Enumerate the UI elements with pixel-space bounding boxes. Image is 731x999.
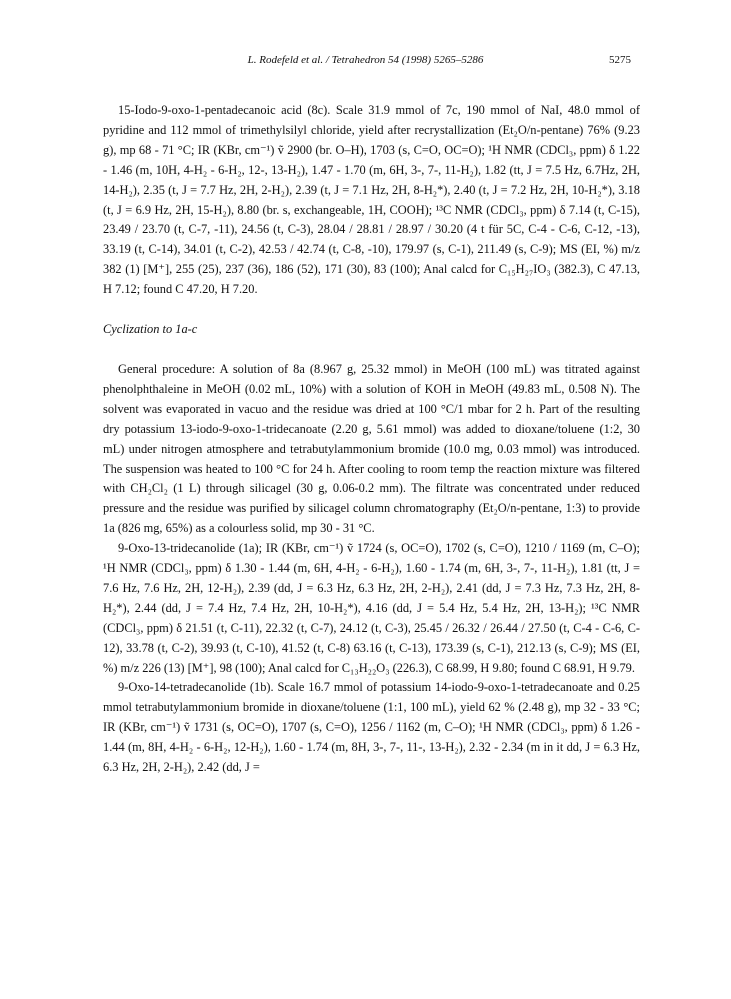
spacer <box>103 300 640 320</box>
page-number: 5275 <box>609 54 631 66</box>
paragraph-compound-8c: 15-Iodo-9-oxo-1-pentadecanoic acid (8c). Scale 31.9 mmol of 7c, 190 mmol of NaI, 48.0 mmol of pyridine and 112 mmol of trimethylsilyl chloride, yield after recrystallization (Et₂O/n-pentane) 76% (9.23 g), mp 68 - 71 °C; IR (KBr, cm⁻¹) ṽ 2900 (br. O–H), 1703 (s, C=O, OC=O); ¹H NMR (CDCl₃, ppm) δ 1.22 - 1.46 (m, 10H, 4-H₂ - 6-H₂, 12-, 13-H₂), 1.47 - 1.70 (m, 6H, 3-, 7-, 11-H₂), 1.82 (tt, J = 7.5 Hz, 6.7Hz, 2H, 14-H₂), 2.35 (t, J = 7.7 Hz, 2H, 2-H₂), 2.39 (t, J = 7.1 Hz, 2H, 8-H₂*), 2.40 (t, J = 7.2 Hz, 2H, 10-H₂*), 3.18 (t, J = 6.9 Hz, 2H, 15-H₂), 8.80 (br. s, exchangeable, 1H, COOH); ¹³C NMR (CDCl₃, ppm) δ 7.14 (t, C-15), 23.49 / 23.70 (t, C-7, -11), 24.56 (t, C-3), 28.04 / 28.81 / 28.97 / 30.20 (4 t für 5C, C-4 - C-6, C-12, -13), 33.19 (t, C-14), 34.01 (t, C-2), 42.53 / 42.74 (t, C-8, -10), 179.97 (s, C-1), 211.49 (s, C-9); MS (EI, %) m/z 382 (1) [M⁺], 255 (25), 237 (36), 186 (52), 171 (30), 83 (100); Anal calcd for C₁₅H₂₇IO₃ (382.3), C 47.13, H 7.12; found C 47.20, H 7.20. <box>103 103 640 297</box>
paragraph-compound-1b: 9-Oxo-14-tetradecanolide (1b). Scale 16.7 mmol of potassium 14-iodo-9-oxo-1-tetradecanoate and 0.25 mmol tetrabutylammonium bromide in dioxane/toluene (1:1, 100 mL), yield 62 % (2.48 g), mp 32 - 33 °C; IR (KBr, cm⁻¹) ṽ 1731 (s, OC=O), 1707 (s, C=O), 1256 / 1162 (m, C–O); ¹H NMR (CDCl₃, ppm) δ 1.26 - 1.44 (m, 8H, 4-H₂ - 6-H₂, 12-H₂), 1.60 - 1.74 (m, 8H, 3-, 7-, 11-, 13-H₂), 2.32 - 2.34 (m in it dd, J = 6.3 Hz, 6.3 Hz, 2H, 2-H₂), 2.42 (dd, J = <box>103 680 640 775</box>
running-header <box>0 52 731 68</box>
paragraph-compound-1a: 9-Oxo-13-tridecanolide (1a); IR (KBr, cm⁻¹) ṽ 1724 (s, OC=O), 1702 (s, C=O), 1210 / 1169 (m, C–O); ¹H NMR (CDCl₃, ppm) δ 1.30 - 1.44 (m, 6H, 4-H₂ - 6-H₂), 1.60 - 1.74 (m, 6H, 3-, 7-, 11-H₂), 1.81 (tt, J = 7.6 Hz, 7.6 Hz, 2H, 12-H₂), 2.39 (dd, J = 6.3 Hz, 6.3 Hz, 2H, 2-H₂), 2.41 (dd, J = 7.3 Hz, 7.3 Hz, 2H, 8-H₂*), 2.44 (dd, J = 7.4 Hz, 7.4 Hz, 2H, 10-H₂*), 4.16 (dd, J = 5.4 Hz, 5.4 Hz, 2H, 13-H₂); ¹³C NMR (CDCl₃, ppm) δ 21.51 (t, C-11), 22.32 (t, C-7), 24.12 (t, C-3), 25.45 / 26.32 / 26.44 / 27.50 (t, C-4 - C-6, C-12), 33.78 (t, C-2), 39.93 (t, C-10), 41.52 (t, C-8) 63.16 (t, C-13), 173.39 (s, C-1), 212.13 (s, C-9); MS (EI, %) m/z 226 (13) [M⁺], 98 (100); Anal calcd for C₁₃H₂₂O₃ (226.3), C 68.99, H 9.80; found C 68.91, H 9.79. <box>103 541 640 675</box>
section-heading: Cyclization to 1a-c <box>103 322 198 337</box>
paragraph-general-procedure: General procedure: A solution of 8a (8.967 g, 25.32 mmol) in MeOH (100 mL) was titrated against phenolphthaleine in MeOH (0.02 mL, 10%) with a solution of KOH in MeOH (49.83 mL, 0.508 N). The solvent was evaporated in vacuo and the residue was dried at 100 °C/1 mbar for 2 h. Part of the resulting dry potassium 13-iodo-9-oxo-1-tridecanoate (2.20 g, 5.61 mmol) was added to dioxane/toluene (1:2, 30 mL) under nitrogen atmosphere and tetrabutylammonium bromide (10.0 mg, 0.03 mmol) was introduced. The suspension was heated to 100 °C for 24 h. After cooling to room temp the reaction mixture was filtered with CH₂Cl₂ (1 L) through silicagel (30 g, 0.06-0.2 mm). The filtrate was concentrated under reduced pressure and the residue was purified by silicagel column chromatography (Et₂O/n-pentane, 1:3) to provide 1a (826 mg, 65%) as a colourless solid, mp 30 - 31 °C. <box>103 361 640 536</box>
running-title: L. Rodefeld et al. / Tetrahedron 54 (1998) 5265–5286 <box>247 54 484 66</box>
article-body <box>103 101 640 778</box>
spacer <box>103 340 640 360</box>
